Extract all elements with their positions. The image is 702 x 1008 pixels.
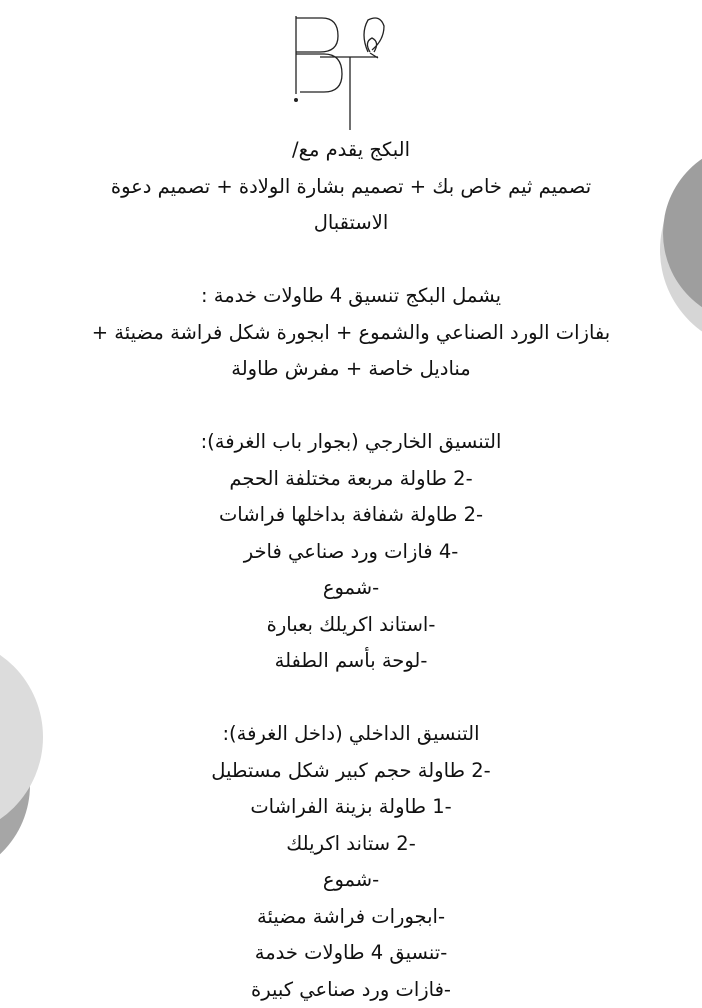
external-heading: التنسيق الخارجي (بجوار باب الغرفة): <box>20 424 682 461</box>
intro-line-1: البكج يقدم مع/ <box>20 132 682 169</box>
list-item: -2 طاولة مربعة مختلفة الحجم <box>20 461 682 498</box>
list-item: -4 فازات ورد صناعي فاخر <box>20 534 682 571</box>
list-item: -فازات ورد صناعي كبيرة <box>20 972 682 1008</box>
list-item: -2 ستاند اكريلك <box>20 826 682 863</box>
intro-line-2: تصميم ثيم خاص بك + تصميم بشارة الولادة + تصميم دعوة <box>20 169 682 206</box>
includes-line-1: يشمل البكج تنسيق 4 طاولات خدمة : <box>20 278 682 315</box>
list-item: -شموع <box>20 570 682 607</box>
list-item: -تنسيق 4 طاولات خدمة <box>20 935 682 972</box>
bt-logo <box>280 12 395 134</box>
list-item: -لوحة بأسم الطفلة <box>20 643 682 680</box>
list-item: -ابجورات فراشة مضيئة <box>20 899 682 936</box>
list-item: -2 طاولة حجم كبير شكل مستطيل <box>20 753 682 790</box>
list-item: -1 طاولة بزينة الفراشات <box>20 789 682 826</box>
list-item: -2 طاولة شفافة بداخلها فراشات <box>20 497 682 534</box>
list-item: -شموع <box>20 862 682 899</box>
list-item: -استاند اكريلك بعبارة <box>20 607 682 644</box>
includes-line-2: بفازات الورد الصناعي والشموع + ابجورة شكل فراشة مضيئة + <box>20 315 682 352</box>
internal-heading: التنسيق الداخلي (داخل الغرفة): <box>20 716 682 753</box>
package-description <box>20 132 682 1008</box>
intro-line-3: الاستقبال <box>20 205 682 242</box>
includes-line-3: مناديل خاصة + مفرش طاولة <box>20 351 682 388</box>
